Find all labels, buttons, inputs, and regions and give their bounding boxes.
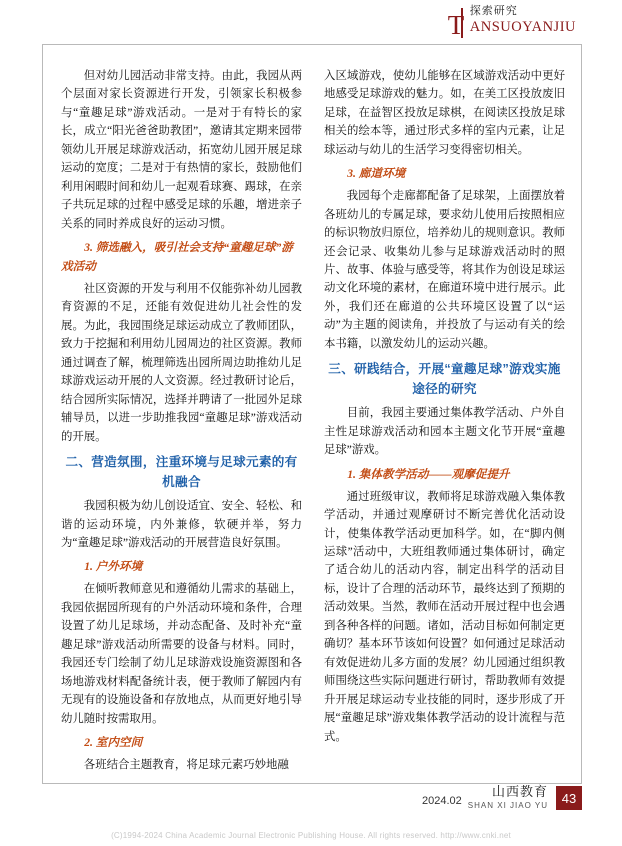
paragraph: 各班结合主题教育，将足球元素巧妙地融 <box>83 758 289 771</box>
header-text-group <box>470 6 576 35</box>
paragraph: 我园积极为幼儿创设适宜、安全、轻松、和谐的运动环境，内外兼修，软硬并举，努力为“童趣足球”游戏活动的开展营造良好氛围。 <box>61 500 302 549</box>
page-footer <box>42 780 582 810</box>
section-heading: 三、研践结合，开展“童趣足球”游戏实施途径的研究 <box>328 362 561 396</box>
page-number-badge: 43 <box>556 786 582 810</box>
right-column <box>324 67 565 767</box>
header-section-title: 探索研究 <box>469 5 518 17</box>
left-column <box>61 67 302 771</box>
section-heading: 二、营造氛围，注重环境与足球元素的有机融合 <box>65 455 298 489</box>
paragraph: 我园每个走廊都配备了足球架，上面摆放着各班幼儿的专属足球，要求幼儿使用后按照相应的标识物放归原位，培养幼儿的规则意识。教师还会记录、收集幼儿参与足球游戏活动时的照片、故事、体验与感受等，将其作为创设足球运动文化环境的素材，在廊道环境中进行展示。此外，我们还在廊道的公共环境区设置了以“运动”为主题的阅读角，并投放了与运动有关的绘本书籍，以激发幼儿的运动兴趣。 <box>324 190 565 350</box>
paragraph: 目前，我园主要通过集体教学活动、户外自主性足球游戏活动和园本主题文化节开展“童趣足球”游戏。 <box>324 407 565 457</box>
page-header <box>0 0 622 44</box>
header-big-letter: T <box>447 10 465 40</box>
magazine-title-pinyin: SHAN XI JIAO YU <box>467 801 548 810</box>
paragraph: 入区域游戏，使幼儿能够在区域游戏活动中更好地感受足球游戏的魅力。如，在美工区投放废旧足球，在益智区投放足球棋，在阅读区投放足球相关的绘本等，通过形式多样的室内元素，让足球运动与幼儿的生活学习变得密切相关。 <box>324 70 565 156</box>
header-brand <box>447 5 576 40</box>
subsection-heading: 2. 室内空间 <box>84 735 143 749</box>
magazine-title-cn: 山西教育 <box>491 784 548 799</box>
paragraph: 通过班级审议，教师将足球游戏融入集体教学活动，并通过观摩研讨不断完善优化活动设计，使集体教学活动更加科学。如，在“脚内侧运球”活动中，大班组教师通过集体研讨，确定了适合幼儿的活动内容，制定出科学的活动目标，设计了合理的活动环节，最终达到了预期的活动效果。当然，教师在活动开展过程中也会遇到各种各样的问题。诸如，活动目标如何制定更确切？基本环节该如何设置？如何通过足球活动有效促进幼儿多方面的发展？幼儿园通过组织教师围绕这些实际问题进行研讨，帮助教师有效提升开展足球运动专业技能的同时，逐步形成了开展“童趣足球”游戏集体教学活动的设计流程与范式。 <box>324 490 565 743</box>
header-section-pinyin: ANSUOYANJIU <box>469 18 576 35</box>
paragraph: 但对幼儿园活动非常支持。由此，我园从两个层面对家长资源进行开发，引领家长积极参与“童趣足球”游戏活动。一是对于有特长的家长，成立“阳光爸爸助教团”，邀请其定期来园带领幼儿开展足球游戏活动，拓宽幼儿园开展足球运动的宽度；二是对于有热情的家长，鼓励他们利用闲暇时间和幼儿一起观看球赛、踢球，在亲子共玩足球的过程中感受足球的乐趣，增进亲子关系的同时养成良好的运动习惯。 <box>61 70 302 230</box>
subsection-heading: 3. 廊道环境 <box>347 167 406 181</box>
paragraph: 社区资源的开发与利用不仅能弥补幼儿园教育资源的不足，还能有效促进幼儿社会性的发展。为此，我园围绕足球运动成立了教师团队，致力于挖掘和利用幼儿园周边的社区资源。教师通过调查了解，梳理筛选出园所周边助推幼儿足球游戏运动开展的人文资源。经过教研讨论后，结合园所实际情况，选择并聘请了一批园外足球辅导员，以进一步助推我园“童趣足球”游戏活动的开展。 <box>61 282 302 443</box>
issue-date: 2024.02 <box>422 795 462 807</box>
subsection-heading: 1. 集体教学活动——观摩促提升 <box>347 467 510 481</box>
two-column-layout <box>61 67 565 771</box>
subsection-heading: 3. 筛选融入，吸引社会支持“童趣足球”游戏活动 <box>61 241 293 273</box>
magazine-title-group <box>468 781 548 810</box>
copyright-watermark: (C)1994-2024 China Academic Journal Electronic Publishing House. All rights reserved. http://www.cnki.net <box>111 831 511 840</box>
content-frame <box>42 44 582 784</box>
footer-brand <box>422 781 582 810</box>
subsection-heading: 1. 户外环境 <box>84 560 143 574</box>
paragraph: 在倾听教师意见和遵循幼儿需求的基础上，我园依据园所现有的户外活动环境和条件，合理设置了幼儿足球场，并动态配备、及时补充“童趣足球”游戏活动所需要的设备与材料。同时，我园还专门绘制了幼儿足球游戏设施资源图和各场地游戏材料配备统计表，便于教师了解园内有无现有的设施设备和存放地点，从而更好地引导幼儿随时按需取用。 <box>61 583 302 725</box>
